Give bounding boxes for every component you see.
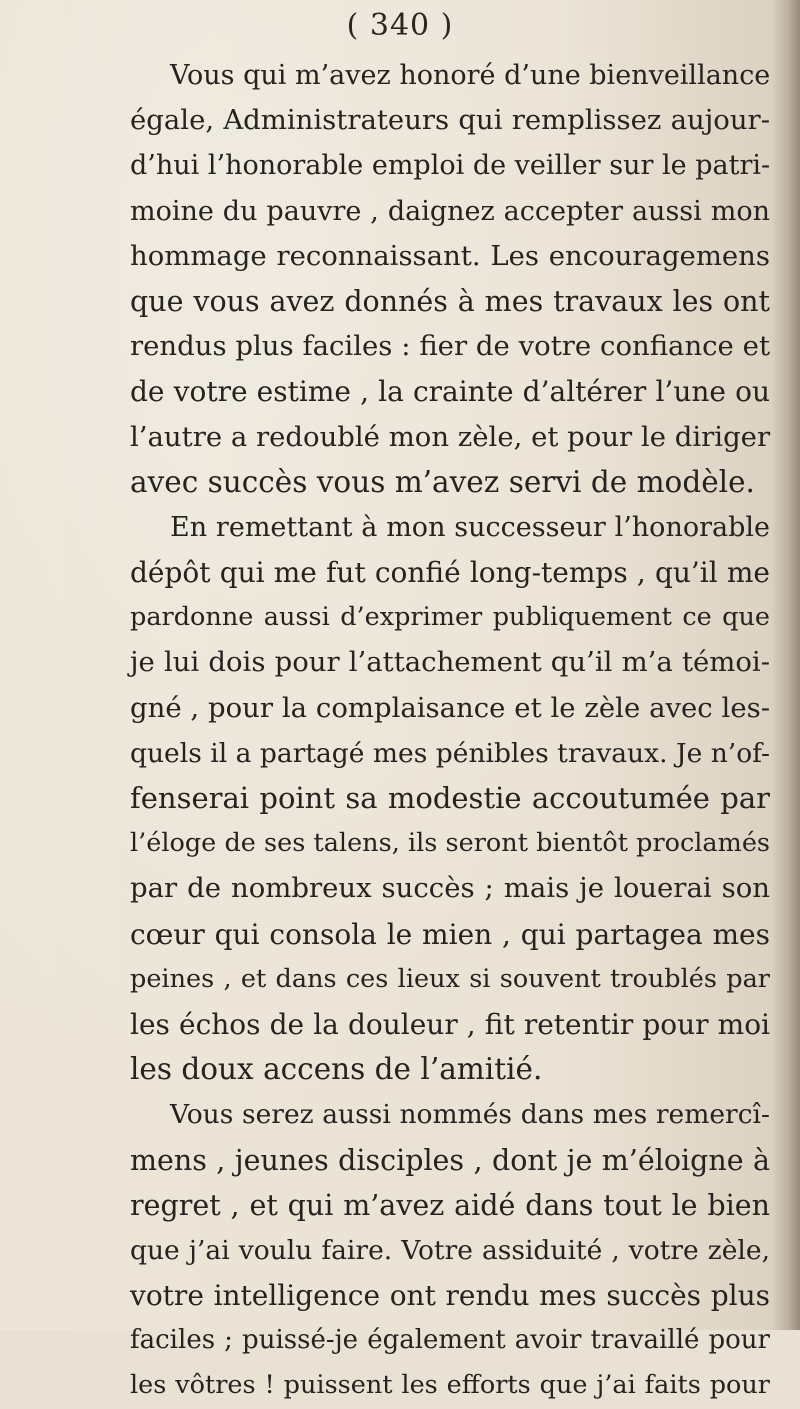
text-line-25: mens , jeunes disciples , dont je m’éloigne à	[130, 1143, 770, 1177]
text-line-6: que vous avez donnés à mes travaux les ont	[130, 284, 770, 318]
text-line-28: votre intelligence ont rendu mes succès plus	[130, 1279, 770, 1313]
text-line-30: les vôtres ! puissent les efforts que j’ai faits pour	[130, 1370, 770, 1401]
text-line-5: hommage reconnaissant. Les encouragemens	[130, 239, 770, 272]
text-line-8: de votre estime , la crainte d’altérer l’une ou	[130, 375, 770, 409]
text-line-21: peines , et dans ces lieux si souvent troublés par	[130, 963, 770, 994]
text-line-18: l’éloge de ses talens, ils seront bientôt proclamés	[130, 828, 770, 859]
text-line-23: les doux accens de l’amitié.	[130, 1052, 543, 1087]
text-line-11: En remettant à mon successeur l’honorable	[170, 511, 770, 543]
text-line-17: fenserai point sa modestie accoutumée par	[130, 781, 770, 815]
text-line-12: dépôt qui me fut confié long-temps , qu’il me	[130, 556, 770, 590]
text-line-3: d’hui l’honorable emploi de veiller sur le patri-	[130, 150, 771, 182]
text-line-9: l’autre a redoublé mon zèle, et pour le diriger	[130, 420, 771, 453]
page-number: ( 340 )	[346, 8, 454, 43]
text-line-1: Vous qui m’avez honoré d’une bienveillance	[170, 60, 771, 91]
text-line-19: par de nombreux succès ; mais je louerai son	[130, 872, 770, 905]
text-line-26: regret , et qui m’avez aidé dans tout le bien	[130, 1188, 770, 1222]
page-body-text	[130, 53, 770, 1409]
text-line-7: rendus plus faciles : fier de votre confiance et	[130, 330, 770, 363]
text-line-15: gné , pour la complaisance et le zèle avec les-	[130, 691, 770, 724]
text-line-27: que j’ai voulu faire. Votre assiduité , votre zèle,	[130, 1234, 770, 1266]
text-line-14: je lui dois pour l’attachement qu’il m’a témoi-	[130, 646, 770, 679]
text-line-29: faciles ; puissé-je également avoir travaillé pour	[130, 1325, 770, 1356]
text-line-16: quels il a partagé mes pénibles travaux. Je n’of-	[130, 737, 770, 769]
text-line-22: les échos de la douleur , fit retentir pour moi	[130, 1007, 770, 1041]
text-line-20: cœur qui consola le mien , qui partagea mes	[130, 917, 770, 951]
text-line-2: égale, Administrateurs qui remplissez aujour-	[130, 104, 770, 137]
text-line-10: avec succès vous m’avez servi de modèle.	[130, 464, 755, 499]
text-line-24: Vous serez aussi nommés dans mes remercî-	[170, 1099, 770, 1131]
page-edge-shadow	[772, 0, 800, 1330]
text-line-4: moine du pauvre , daignez accepter aussi mon	[130, 195, 770, 227]
text-line-13: pardonne aussi d’exprimer publiquement ce que	[130, 602, 770, 633]
